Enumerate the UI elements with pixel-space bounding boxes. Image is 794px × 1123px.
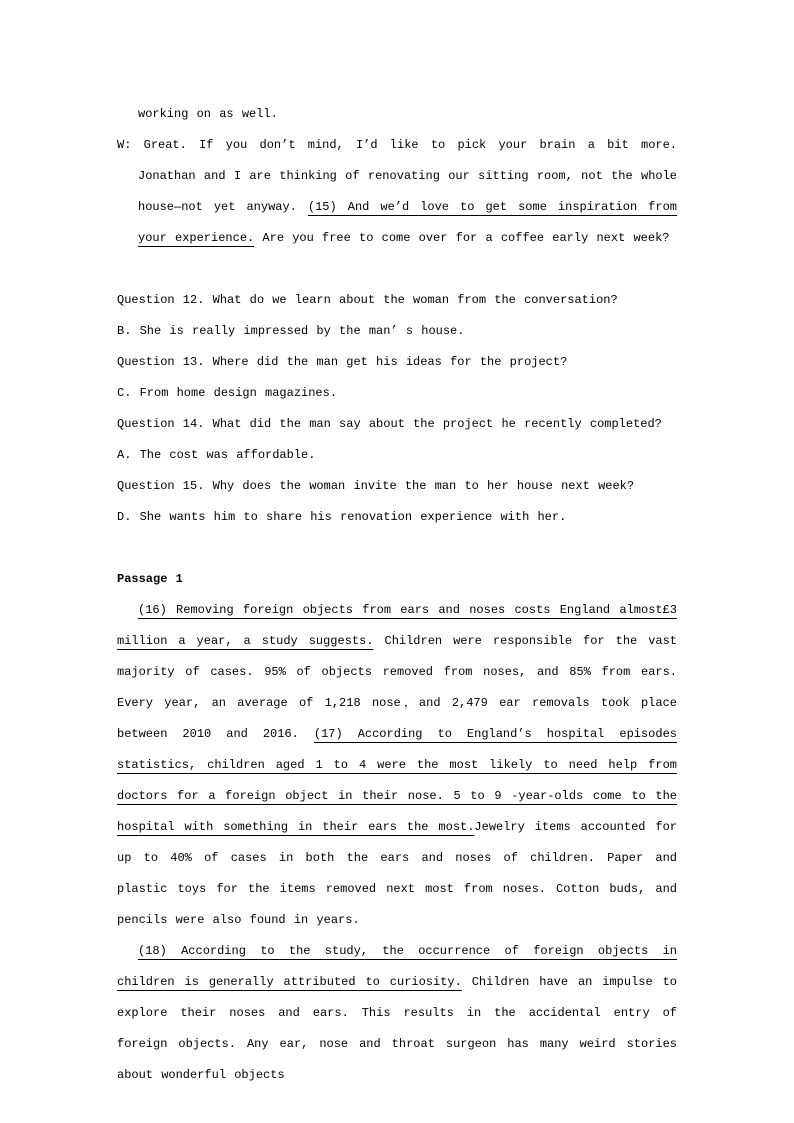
text-run: C. From home design magazines. (117, 386, 338, 400)
answer-14-line (117, 440, 677, 471)
question-15-line (117, 471, 677, 502)
text-run: Children have an impulse to explore their noses and ears. This results in the accidental entry of foreign objects. Any ear, nose and throat surgeon has many weird stories about wonderful objects (117, 975, 677, 1082)
underlined-text: (17) According to England’s hospital episodes statistics, children aged 1 to 4 were the most likely to need help from doctors for a foreign object in their nose. 5 to 9 -year-olds come to the hospital with something in their ears the most. (117, 727, 677, 834)
text-run: A. The cost was affordable. (117, 448, 316, 462)
passage-heading (117, 564, 677, 595)
answer-13-line (117, 378, 677, 409)
text-run: Are you free to come over for a coffee early next week? (254, 231, 670, 245)
dialogue-w-turn (117, 130, 677, 254)
answer-12-line (117, 316, 677, 347)
question-14-line (117, 409, 677, 440)
text-run: Question 12. What do we learn about the woman from the conversation? (117, 293, 618, 307)
underlined-text: (18) According to the study, the occurrence of foreign objects in children is generally attributed to curiosity. (117, 944, 677, 989)
text-run: Question 15. Why does the woman invite the man to her house next week? (117, 479, 635, 493)
question-13-line (117, 347, 677, 378)
text-run: Question 14. What did the man say about the project he recently completed? (117, 417, 662, 431)
text-run: Question 13. Where did the man get his ideas for the project? (117, 355, 568, 369)
text-run: Jewelry items accounted for up to 40% of cases in both the ears and noses of children. Paper and plastic toys for the items removed next most from noses. Cotton buds, and pencils were also found in years. (117, 820, 677, 927)
text-run: Children were responsible for the vast majority of cases. 95% of objects removed from noses, and 85% from ears. Every year, an average of 1,218 nose，and 2,479 ear removals took place between 2010 and 2016. (117, 634, 677, 741)
text-run: W: Great. If you don’t mind, I’d like to pick your brain a bit more. Jonathan and I are thinking of renovating our sitting room, not the whole house—not yet anyway. (117, 138, 677, 214)
dialogue-continuation-line (117, 99, 677, 130)
passage-paragraph-2 (117, 936, 677, 1091)
text-run: B. She is really impressed by the man’ s house. (117, 324, 465, 338)
text-run: working on as well. (138, 107, 278, 121)
underlined-text: (16) Removing foreign objects from ears and noses costs England almost£3 million a year, a study suggests. (117, 603, 677, 648)
blank-line (117, 533, 677, 564)
passage-paragraph-1 (117, 595, 677, 936)
answer-15-line (117, 502, 677, 533)
text-run: D. She wants him to share his renovation experience with her. (117, 510, 567, 524)
question-12-line (117, 285, 677, 316)
blank-line (117, 254, 677, 285)
text-run: Passage 1 (117, 572, 183, 586)
underlined-text: (15) And we’d love to get some inspiration from your experience. (138, 200, 677, 245)
